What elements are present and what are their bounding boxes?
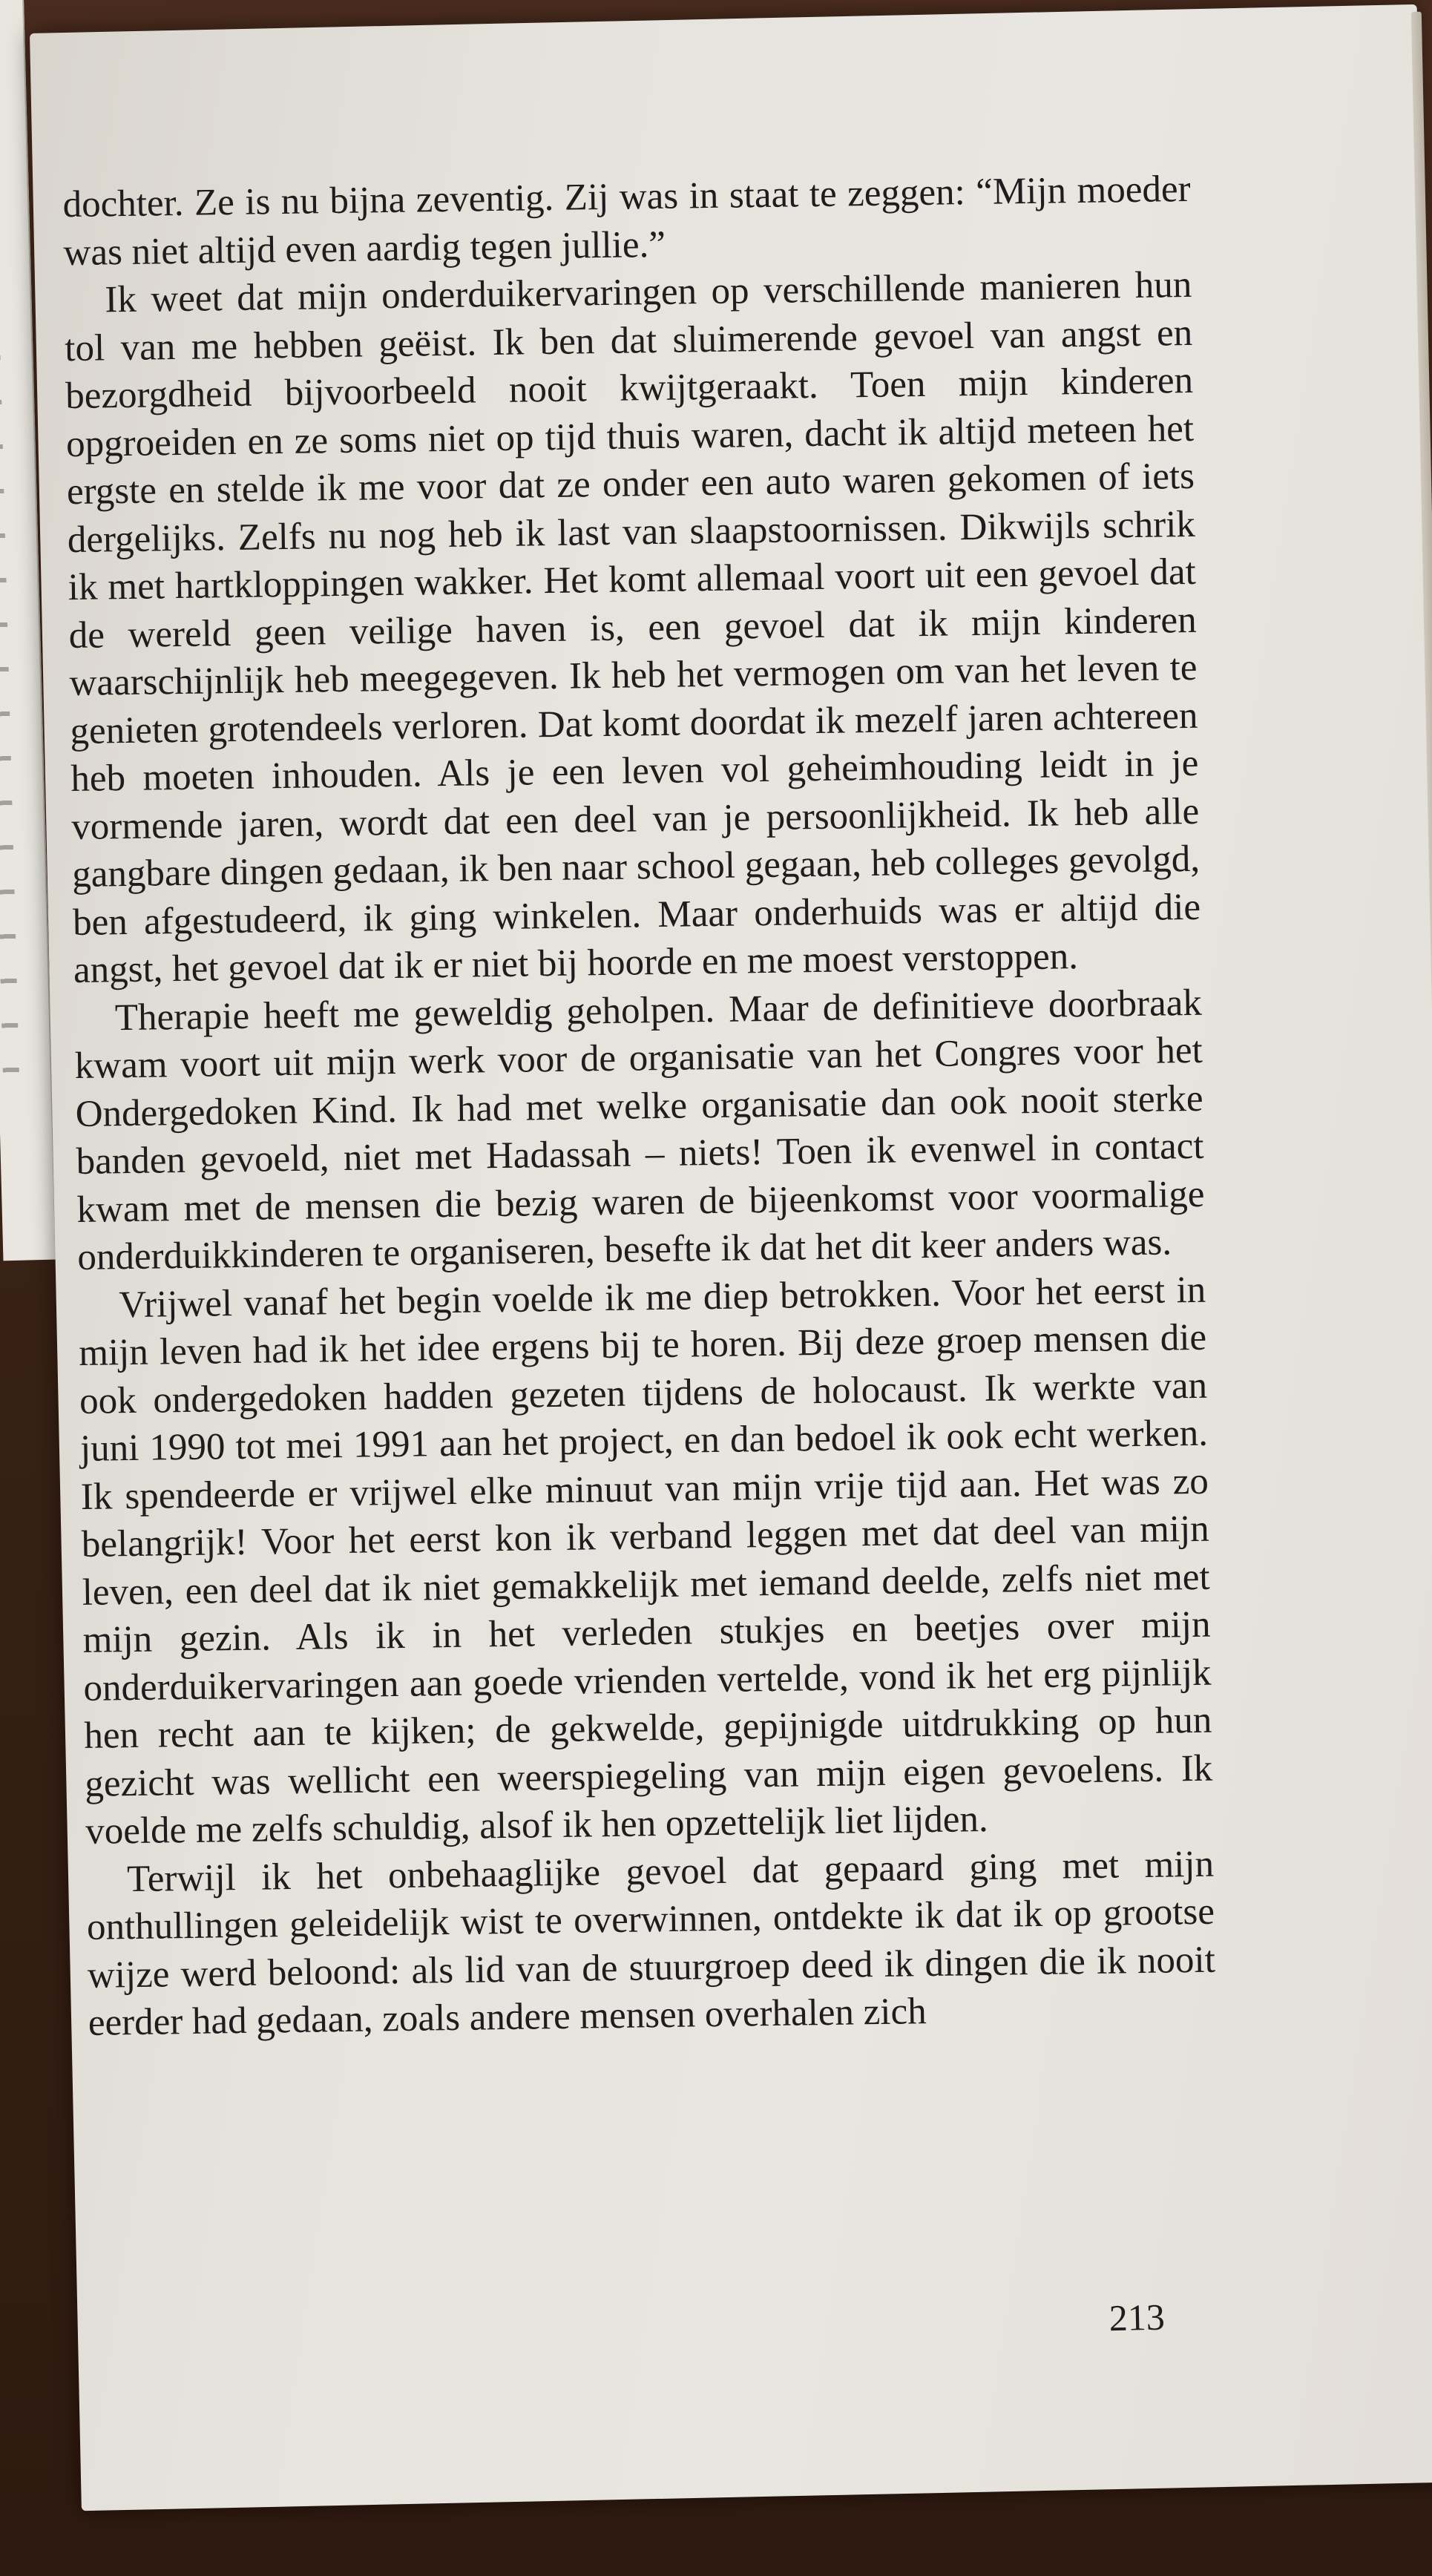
previous-page-text-fragment [0,133,20,1097]
paragraph-3: Therapie heeft me geweldig geholpen. Maar de definitieve doorbraak kwam voort uit mijn werk voor de organisatie van het Congres voor het Ondergedoken Kind. Ik had met welke organisatie dan ook nooit sterke banden gevoeld, niet met Hadassah – niets! Toen ik evenwel in contact kwam met de mensen die bezig waren de bijeenkomst voor voormalige onderduikkinderen te organiseren, besefte ik dat het dit keer anders was. [74,982,1205,1278]
paragraph-4: Vrijwel vanaf het begin voelde ik me diep betrokken. Voor het eerst in mijn leven had ik het idee ergens bij te horen. Bij deze groep mensen die ook ondergedoken hadden gezeten tijdens de holocaust. Ik werkte van juni 1990 tot mei 1991 aan het project, en dan bedoel ik ook echt werken. Ik spendeerde er vrijwel elke minuut van mijn vrije tijd aan. Het was zo belangrijk! Voor het eerst kon ik verband leggen met dat deel van mijn leven, een deel dat ik niet gemakkelijk met iemand deelde, zelfs niet met mijn gezin. Als ik in het verleden stukjes en beetjes over mijn onderduikervaringen aan goede vrienden vertelde, vond ik het erg pijnlijk hen recht aan te kijken; de gekwelde, gepijnigde uitdrukking op hun gezicht was wellicht een weerspiegeling van mijn eigen gevoelens. Ik voelde me zelfs schuldig, alsof ik hen opzettelijk liet lijden. [78,1269,1213,1853]
paragraph-5: Terwijl ik het onbehaaglijke gevoel dat gepaard ging met mijn onthullingen geleidelijk wist te overwinnen, ontdekte ik dat ik op grootse wijze werd beloond: als lid van de stuurgroep deed ik dingen die ik nooit eerder had gedaan, zoals andere mensen overhalen zich [86,1843,1216,2044]
paragraph-2: Ik weet dat mijn onderduikervaringen op verschillende manieren hun tol van me hebben geëist. Ik ben dat sluimerende gevoel van angst en bezorgdheid bijvoorbeeld nooit kwijtgeraakt. Toen mijn kinderen opgroeiden en ze soms niet op tijd thuis waren, dacht ik altijd meteen het ergste en stelde ik me voor dat ze onder een auto waren gekomen of iets dergelijks. Zelfs nu nog heb ik last van slaapstoornissen. Dikwijls schrik ik met hartkloppingen wakker. Het komt allemaal voort uit een gevoel dat de wereld geen veilige haven is, een gevoel dat ik mijn kinderen waarschijnlijk heb meegegeven. Ik heb het vermogen om van het leven te genieten grotendeels verloren. Dat komt doordat ik mezelf jaren achtereen heb moeten inhouden. Als je een leven vol geheimhouding leidt in je vormende jaren, wordt dat een deel van je persoonlijkheid. Ik heb alle gangbare dingen gedaan, ik ben naar school gegaan, heb colleges gevolgd, ben afgestudeerd, ik ging winkelen. Maar onderhuids was er altijd die angst, het gevoel dat ik er niet bij hoorde en me moest verstoppen. [64,263,1201,992]
book-page [30,4,1432,2511]
paragraph-1: dochter. Ze is nu bijna zeventig. Zij was in staat te zeggen: “Mijn moeder was niet altijd even aardig tegen jullie.” [62,168,1191,274]
page-number: 213 [1109,2296,1166,2339]
page-edge [1411,12,1432,2460]
body-text [62,165,1216,2047]
